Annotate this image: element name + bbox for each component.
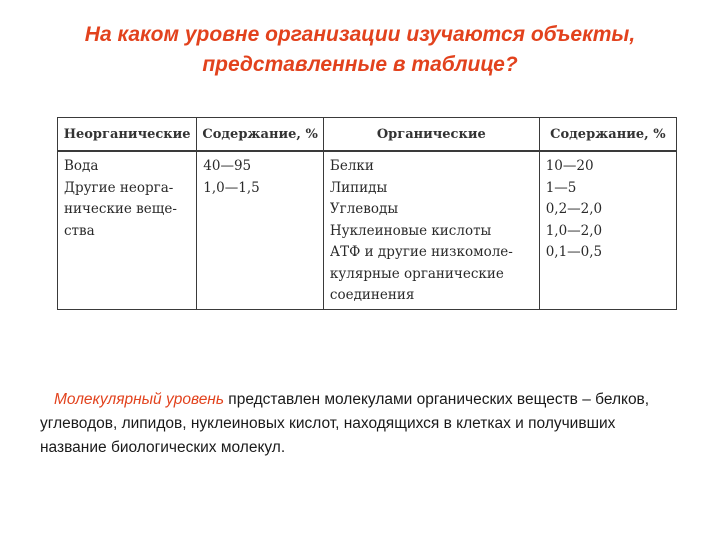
content-value: 0,2—2,0	[545, 201, 603, 217]
inorganic-line: Другие неорга-	[64, 179, 174, 196]
inorganic-line: ства	[64, 222, 95, 239]
organic-content-cell	[539, 151, 676, 309]
inorganic-cell	[58, 151, 197, 309]
explanation-paragraph	[40, 388, 680, 460]
organic-line: Белки	[329, 158, 374, 174]
organic-cell	[323, 151, 539, 309]
organic-line: Нуклеиновые кислоты	[329, 222, 492, 239]
organic-line: Липиды	[329, 179, 388, 196]
header-inorganic: Неорганические	[58, 118, 197, 151]
organic-line: кулярные органические	[329, 265, 504, 282]
title-line-1: На каком уровне организации изучаются объекты,	[84, 23, 636, 46]
header-organic-content: Содержание, %	[539, 118, 676, 151]
composition-table	[57, 117, 677, 310]
explanation-text: представлен молекулами органических веществ – белков, углеводов, липидов, нуклеиновых кислот, находящихся в клетках и получивших название биологических молекул.	[40, 390, 650, 456]
table-header-row	[58, 118, 676, 151]
inorganic-content-cell	[197, 151, 324, 309]
header-organic: Органические	[323, 118, 539, 151]
inorganic-line: нические веще-	[64, 201, 177, 217]
content-value: 1,0—2,0	[545, 222, 603, 239]
header-inorganic-content: Содержание, %	[197, 118, 324, 151]
inorganic-line-water: Вода	[64, 158, 99, 174]
table-row	[58, 151, 676, 309]
organic-line: АТФ и другие низкомоле-	[329, 244, 513, 260]
content-value: 1,0—1,5	[203, 179, 260, 196]
title-line-2: представленные в таблице?	[202, 53, 518, 76]
content-value: 1—5	[545, 179, 577, 196]
highlighted-term: Молекулярный уровень	[54, 390, 224, 408]
content-value: 0,1—0,5	[545, 244, 603, 260]
organic-line: Углеводы	[329, 201, 399, 217]
slide-title	[40, 20, 680, 80]
content-value: 10—20	[545, 158, 594, 174]
content-value: 40—95	[203, 158, 252, 174]
organic-line: соединения	[329, 287, 415, 303]
